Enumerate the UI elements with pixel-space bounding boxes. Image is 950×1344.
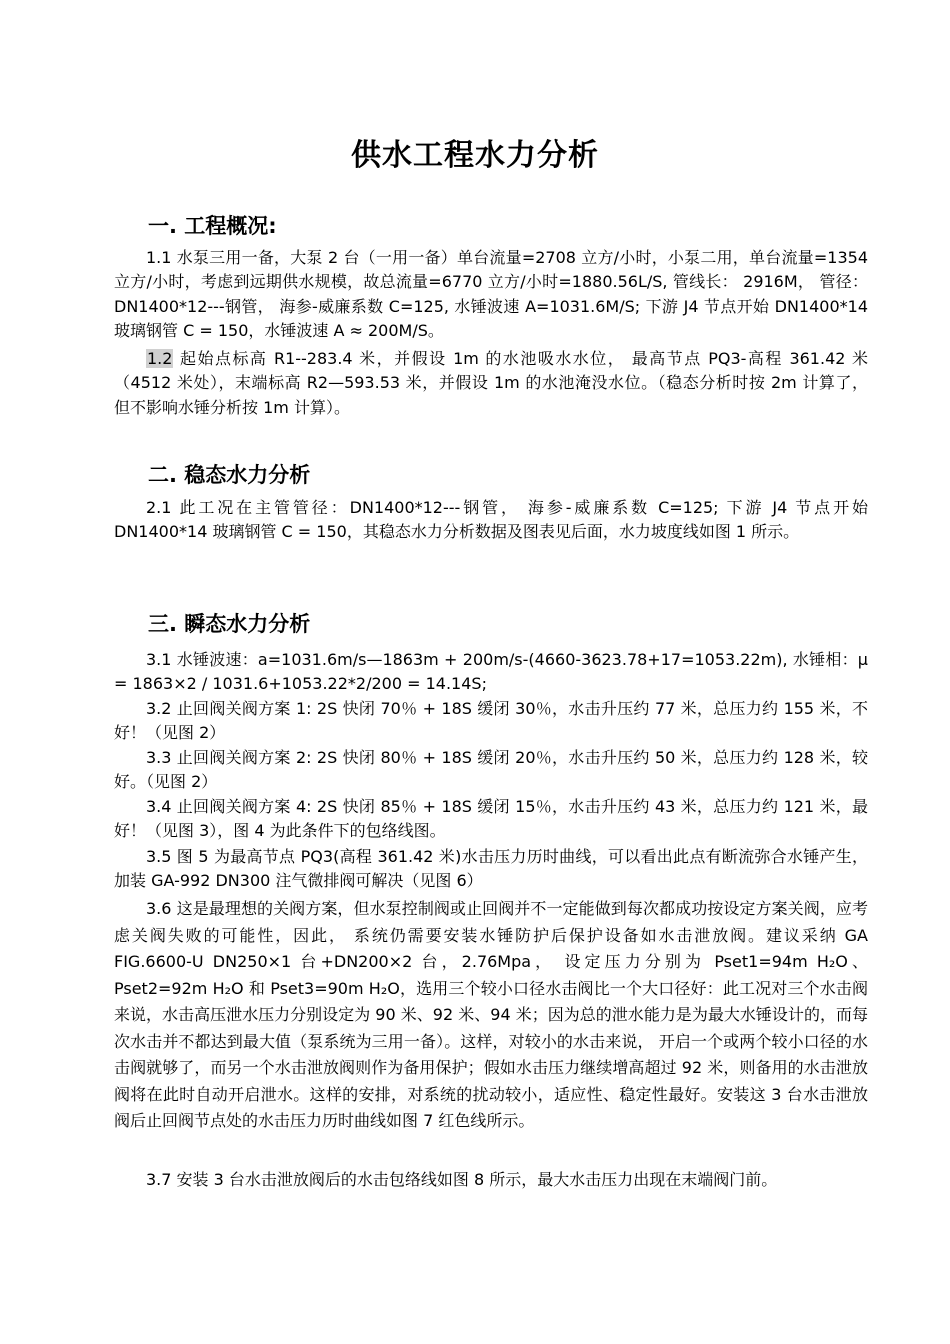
paragraph-text: 止回阀关阀方案 1: 2S 快闭 70％ + 18S 缓闭 30％，水击升压约 77 米，总压力约 155 米，不好！（见图 2）	[114, 699, 868, 743]
paragraph-number: 3.2	[146, 699, 172, 718]
paragraph-3-5	[114, 845, 868, 894]
paragraph-text: 安装 3 台水击泄放阀后的水击包络线如图 8 所示，最大水击压力出现在末端阀门前。	[171, 1170, 778, 1189]
paragraph-number-highlighted: 1.2	[147, 349, 173, 368]
document-title: 供水工程水力分析	[351, 138, 599, 173]
paragraph-3-2	[114, 697, 868, 746]
paragraph-1-1	[114, 246, 868, 343]
paragraph-text: 起始点标高 R1--283.4 米，并假设 1m 的水池吸水水位， 最高节点 PQ3-高程 361.42 米（4512 米处），末端标高 R2—593.53 米，并假设 1m 的水池淹没水位。（稳态分析时按 2m 计算了， 但不影响水锤分析按 1m 计算）。	[114, 349, 868, 417]
paragraph-3-4	[114, 795, 868, 844]
paragraph-number: 1.1	[146, 248, 172, 267]
paragraph-3-6	[114, 896, 868, 1135]
paragraph-text: 此工况在主管管径：DN1400*12---钢管， 海参-威廉系数 C=125; 下游 J4 节点开始 DN1400*14 玻璃钢管 C = 150，其稳态水力分析数据及图表见后面，水力坡度线如图 1 所示。	[114, 498, 868, 542]
paragraph-number: 3.5	[146, 847, 172, 866]
paragraph-text: 这是最理想的关阀方案，但水泵控制阀或止回阀并不一定能做到每次都成功按设定方案关阀，应考虑关阀失败的可能性，因此， 系统仍需要安装水锤防护后保护设备如水击泄放阀。建议采纳 GA FIG.6600-U DN250×1 台+DN200×2 台，2.76Mpa， 设定压力分别为 Pset1=94m H₂O、Pset2=92m H₂O 和 Pset3=90m H₂O，选用三个较小口径水击阀比一个大口径好：此工况对三个水击阀来说，水击高压泄水压力分别设定为 90 米、92 米、94 米；因为总的泄水能力是为最大水锤设计的，而每次水击并不都达到最大值（泵系统为三用一备）。这样，对较小的水击来说， 开启一个或两个较小口径的水击阀就够了，而另一个水击泄放阀则作为备用保护；假如水击压力继续增高超过 92 米，则备用的水击泄放阀将在此时自动开启泄水。这样的安排，对系统的扰动较小，适应性、稳定性最好。安装这 3 台水击泄放阀后止回阀节点处的水击压力历时曲线如图 7 红色线所示。	[114, 899, 868, 1130]
section-heading-1: 一. 工程概况:	[148, 214, 277, 238]
section-heading-2: 二. 稳态水力分析	[148, 463, 311, 487]
paragraph-text: 图 5 为最高节点 PQ3(高程 361.42 米)水击压力历时曲线，可以看出此点有断流弥合水锤产生，加装 GA-992 DN300 注气微排阀可解决（见图 6）	[114, 847, 868, 891]
paragraph-2-1	[114, 496, 868, 545]
paragraph-number: 3.1	[146, 650, 172, 669]
paragraph-number: 3.7	[146, 1170, 172, 1189]
paragraph-text: 止回阀关阀方案 2: 2S 快闭 80％ + 18S 缓闭 20％，水击升压约 50 米，总压力约 128 米，较好。（见图 2）	[114, 748, 868, 792]
paragraph-number: 3.3	[146, 748, 172, 767]
paragraph-number: 2.1	[146, 498, 172, 517]
paragraph-3-1	[114, 648, 868, 697]
section-heading-3: 三. 瞬态水力分析	[148, 612, 311, 636]
paragraph-text: 水锤波速：a=1031.6m/s—1863m + 200m/s-(4660-3623.78+17=1053.22m), 水锤相：μ = 1863×2 / 1031.6+1053.22*2/200 = 14.14S;	[114, 650, 868, 694]
paragraph-number: 3.4	[146, 797, 172, 816]
paragraph-3-7	[114, 1168, 868, 1192]
paragraph-number: 3.6	[146, 899, 172, 918]
paragraph-1-2	[114, 347, 868, 420]
paragraph-text: 水泵三用一备，大泵 2 台（一用一备）单台流量=2708 立方/小时，小泵二用，单台流量=1354 立方/小时，考虑到远期供水规模，故总流量=6770 立方/小时=1880.56L/S, 管线长： 2916M， 管径： DN1400*12---钢管， 海参-威廉系数 C=125, 水锤波速 A=1031.6M/S; 下游 J4 节点开始 DN1400*14 玻璃钢管 C = 150，水锤波速 A ≈ 200M/S。	[114, 248, 868, 340]
paragraph-3-3	[114, 746, 868, 795]
paragraph-text: 止回阀关阀方案 4: 2S 快闭 85％ + 18S 缓闭 15％，水击升压约 43 米，总压力约 121 米，最好！（见图 3），图 4 为此条件下的包络线图。	[114, 797, 868, 841]
